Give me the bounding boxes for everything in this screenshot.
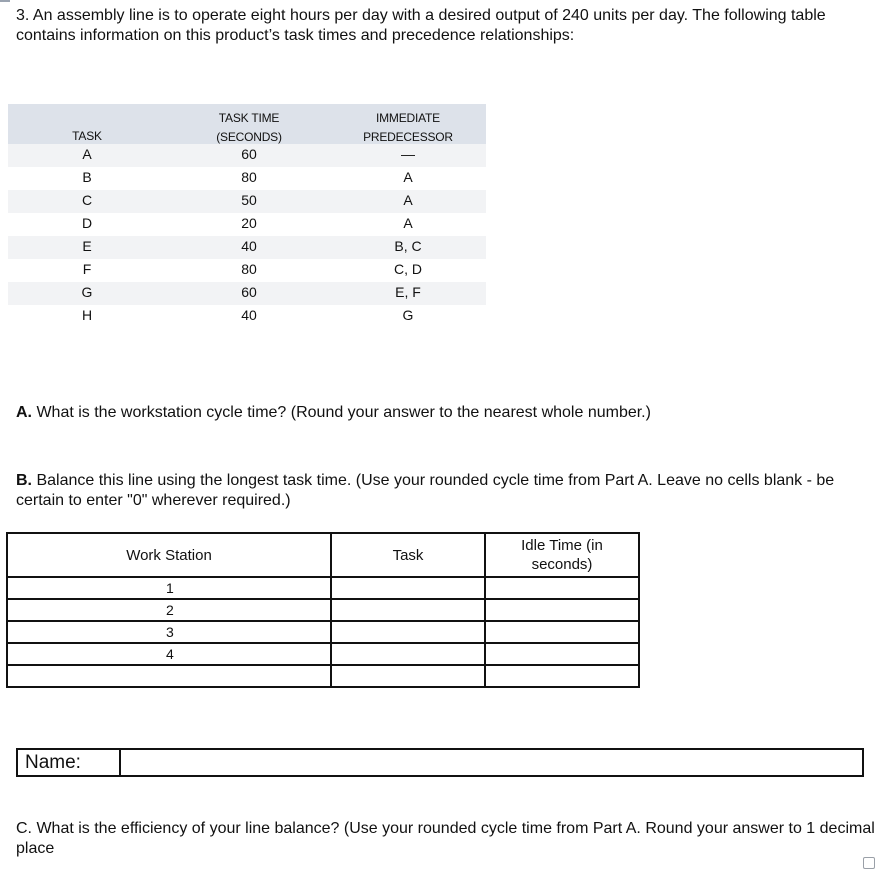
- time-cell: 80: [241, 169, 257, 185]
- workstation-row: [7, 665, 639, 687]
- header-task-time: TASK TIME: [218, 111, 280, 125]
- table-row: [8, 282, 486, 305]
- station-number: 1: [7, 577, 331, 599]
- task-cell: B: [82, 169, 92, 185]
- idle-answer-cell[interactable]: [485, 577, 639, 599]
- task-answer-cell[interactable]: [331, 665, 485, 687]
- task-cell: H: [81, 307, 93, 323]
- table-row: [8, 305, 486, 328]
- time-cell: 80: [241, 261, 257, 277]
- workstation-row: [7, 643, 639, 665]
- question-part-b: [16, 471, 876, 511]
- predecessor-cell: G: [402, 307, 414, 323]
- table-row: [8, 259, 486, 282]
- workstation-row: [7, 621, 639, 643]
- workstation-row: [7, 599, 639, 621]
- task-cell: C: [81, 192, 93, 208]
- station-number: 3: [7, 621, 331, 643]
- task-cell: D: [81, 215, 93, 231]
- idle-answer-cell[interactable]: [485, 643, 639, 665]
- time-cell: 50: [241, 192, 257, 208]
- predecessor-cell: A: [403, 215, 413, 231]
- idle-header-line2: seconds): [531, 556, 593, 573]
- workstation-header-row: [7, 533, 639, 577]
- predecessor-cell: C, D: [394, 261, 422, 277]
- task-answer-cell[interactable]: [331, 643, 485, 665]
- header-idle-time: [485, 533, 639, 577]
- task-answer-cell[interactable]: [331, 599, 485, 621]
- table-row: [8, 213, 486, 236]
- part-a-label: A.: [16, 404, 32, 421]
- table-row: [8, 236, 486, 259]
- task-table-body: [8, 144, 486, 328]
- workstation-row: [7, 577, 639, 599]
- header-seconds: (SECONDS): [216, 130, 282, 144]
- header-task: TASK: [72, 129, 102, 143]
- idle-answer-cell[interactable]: [485, 621, 639, 643]
- predecessor-cell: E, F: [395, 284, 421, 300]
- header-predecessor: PREDECESSOR: [363, 130, 453, 144]
- task-cell: A: [82, 146, 92, 162]
- idle-header-line1: Idle Time (in: [521, 537, 603, 554]
- checkbox[interactable]: [863, 857, 875, 869]
- station-number: [7, 665, 331, 687]
- header-work-station: Work Station: [7, 533, 331, 577]
- task-answer-cell[interactable]: [331, 577, 485, 599]
- part-b-label: B.: [16, 472, 32, 489]
- name-label: Name:: [18, 750, 121, 775]
- task-cell: F: [82, 261, 92, 277]
- part-b-text: Balance this line using the longest task time. (Use your rounded cycle time from Part A. Leave no cells blank - be certain to enter "0" wherever required.): [16, 472, 835, 509]
- part-a-text: What is the workstation cycle time? (Round your answer to the nearest whole number.): [32, 404, 651, 421]
- predecessor-cell: B, C: [394, 238, 422, 254]
- header-task-col: Task: [331, 533, 485, 577]
- predecessor-cell: A: [403, 169, 413, 185]
- task-cell: G: [81, 284, 93, 300]
- name-box: [16, 748, 864, 777]
- table-row: [8, 144, 486, 167]
- time-cell: 40: [241, 307, 257, 323]
- page-corner-mark: [0, 0, 10, 2]
- question-part-c: C. What is the efficiency of your line balance? (Use your rounded cycle time from Part A. Round your answer to 1 decimal place: [16, 820, 875, 857]
- workstation-table: [6, 532, 640, 688]
- table-row: [8, 167, 486, 190]
- idle-answer-cell[interactable]: [485, 665, 639, 687]
- idle-answer-cell[interactable]: [485, 599, 639, 621]
- task-table: [8, 104, 486, 328]
- name-input[interactable]: [122, 750, 862, 775]
- station-number: 2: [7, 599, 331, 621]
- time-cell: 40: [241, 238, 257, 254]
- question-part-a: [16, 403, 876, 423]
- table-row: [8, 190, 486, 213]
- task-answer-cell[interactable]: [331, 621, 485, 643]
- predecessor-cell: —: [401, 146, 415, 162]
- header-immediate: IMMEDIATE: [376, 111, 440, 125]
- question-intro: 3. An assembly line is to operate eight hours per day with a desired output of 240 units per day. The following table contains information on this product’s task times and precedence relationships:: [16, 7, 826, 44]
- predecessor-cell: A: [403, 192, 413, 208]
- time-cell: 20: [241, 215, 257, 231]
- task-table-header: [8, 104, 486, 144]
- time-cell: 60: [241, 146, 257, 162]
- station-number: 4: [7, 643, 331, 665]
- time-cell: 60: [241, 284, 257, 300]
- task-cell: E: [82, 238, 92, 254]
